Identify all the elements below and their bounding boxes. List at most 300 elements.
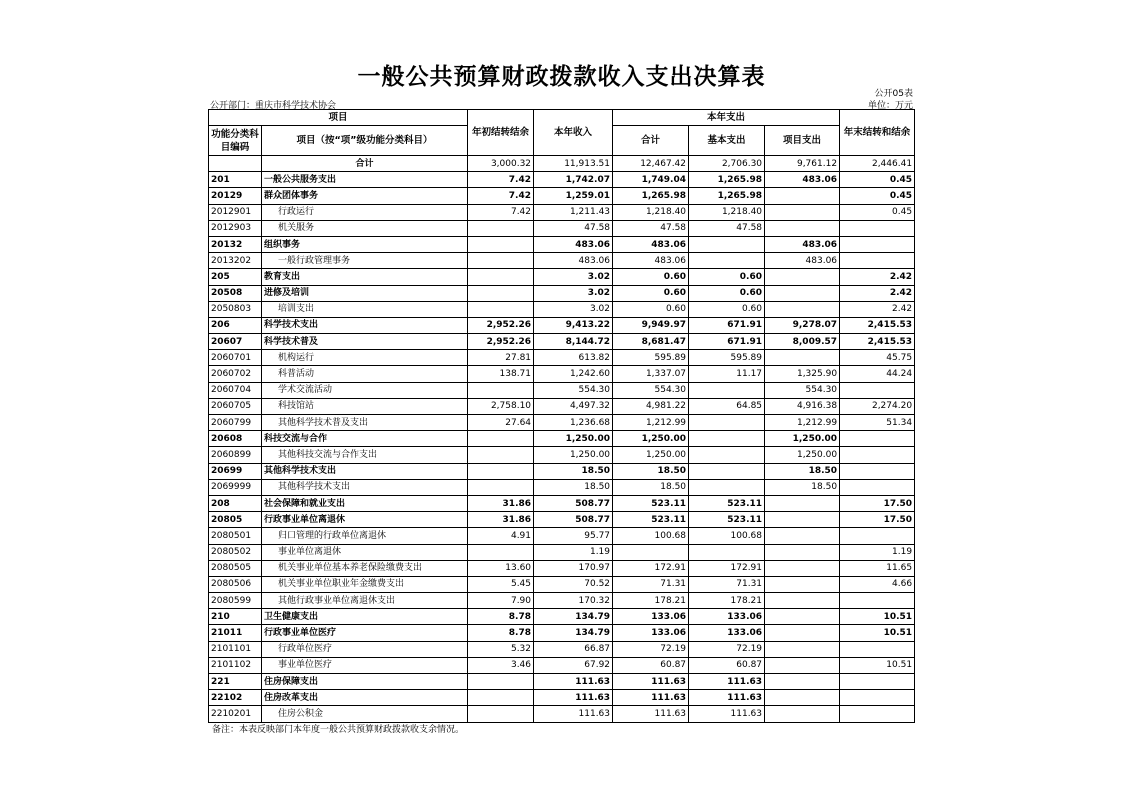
name-text: 事业单位医疗 [278, 660, 333, 671]
total-cell: 18.50 [613, 479, 689, 495]
name-cell [262, 415, 468, 431]
name-text: 其他行政事业单位离退休支出 [278, 595, 396, 606]
total-cell [613, 544, 689, 560]
project-cell: 8,009.57 [765, 334, 840, 350]
name-cell [262, 301, 468, 317]
end-cell [840, 447, 915, 463]
header-name: 项目（按“项”级功能分类科目） [262, 126, 468, 156]
end-cell: 2,274.20 [840, 398, 915, 414]
income-cell: 3.02 [534, 269, 613, 285]
code-cell: 20508 [209, 285, 262, 301]
table-row [209, 366, 915, 382]
end-cell [840, 641, 915, 657]
total-cell: 0.60 [613, 269, 689, 285]
report-title: 一般公共预算财政拨款收入支出决算表 [357, 63, 766, 90]
begin-cell: 2,758.10 [468, 398, 534, 414]
name-text: 学术交流活动 [278, 385, 333, 396]
name-cell [262, 382, 468, 398]
income-cell: 508.77 [534, 495, 613, 511]
total-cell: 1,212.99 [613, 415, 689, 431]
project-cell [765, 576, 840, 592]
income-cell: 111.63 [534, 706, 613, 722]
begin-cell: 138.71 [468, 366, 534, 382]
budget-table [208, 109, 915, 723]
name-cell: 住房改革支出 [262, 690, 468, 706]
header-income: 本年收入 [534, 110, 613, 156]
code-cell: 20805 [209, 512, 262, 528]
income-cell: 95.77 [534, 528, 613, 544]
income-cell: 170.97 [534, 560, 613, 576]
table-row [209, 204, 915, 220]
table-row [209, 657, 915, 673]
income-cell: 613.82 [534, 350, 613, 366]
total-cell: 111.63 [613, 706, 689, 722]
basic-cell [689, 253, 765, 269]
end-cell: 10.51 [840, 609, 915, 625]
basic-cell: 133.06 [689, 625, 765, 641]
income-cell: 134.79 [534, 625, 613, 641]
income-cell: 1,250.00 [534, 447, 613, 463]
begin-cell [468, 253, 534, 269]
table-row [209, 528, 915, 544]
project-cell [765, 593, 840, 609]
table-row [209, 398, 915, 414]
name-text: 机关事业单位基本养老保险缴费支出 [278, 563, 423, 574]
name-text: 归口管理的行政单位离退休 [278, 530, 387, 541]
code-cell: 20129 [209, 188, 262, 204]
project-cell [765, 285, 840, 301]
total-cell: 1,250.00 [613, 447, 689, 463]
name-cell: 行政事业单位离退休 [262, 512, 468, 528]
basic-cell: 523.11 [689, 512, 765, 528]
name-cell: 卫生健康支出 [262, 609, 468, 625]
table-row [209, 625, 915, 641]
name-text: 机关事业单位职业年金缴费支出 [278, 579, 405, 590]
total-cell: 4,981.22 [613, 398, 689, 414]
end-cell [840, 674, 915, 690]
total-cell: 1,250.00 [613, 431, 689, 447]
name-cell [262, 576, 468, 592]
table-row [209, 641, 915, 657]
begin-cell: 7.90 [468, 593, 534, 609]
header-begin: 年初结转结余 [468, 110, 534, 156]
basic-cell: 0.60 [689, 269, 765, 285]
total-cell: 1,749.04 [613, 172, 689, 188]
code-cell: 2060705 [209, 398, 262, 414]
end-cell [840, 236, 915, 252]
table-row [209, 560, 915, 576]
name-cell: 社会保障和就业支出 [262, 495, 468, 511]
project-cell [765, 220, 840, 236]
basic-cell: 178.21 [689, 593, 765, 609]
total-cell: 1,265.98 [613, 188, 689, 204]
name-cell: 其他科学技术支出 [262, 463, 468, 479]
name-cell: 住房保障支出 [262, 674, 468, 690]
footnote: 备注：本表反映部门本年度一般公共预算财政拨款收支余情况。 [212, 725, 465, 735]
basic-cell: 64.85 [689, 398, 765, 414]
project-cell: 1,250.00 [765, 431, 840, 447]
end-cell: 2,415.53 [840, 334, 915, 350]
begin-cell: 7.42 [468, 188, 534, 204]
code-cell: 221 [209, 674, 262, 690]
name-text: 机构运行 [278, 352, 315, 363]
end-cell: 11.65 [840, 560, 915, 576]
total-cell: 1,337.07 [613, 366, 689, 382]
end-cell [840, 431, 915, 447]
end-cell [840, 690, 915, 706]
project-cell: 554.30 [765, 382, 840, 398]
begin-cell [468, 544, 534, 560]
code-cell: 2012903 [209, 220, 262, 236]
basic-cell [689, 382, 765, 398]
code-cell: 21011 [209, 625, 262, 641]
begin-cell [468, 463, 534, 479]
end-cell: 44.24 [840, 366, 915, 382]
unit-label: 单位：万元 [867, 101, 913, 111]
end-cell: 45.75 [840, 350, 915, 366]
name-cell: 一般公共服务支出 [262, 172, 468, 188]
project-cell: 1,250.00 [765, 447, 840, 463]
header-project: 项目支出 [765, 126, 840, 156]
basic-cell: 111.63 [689, 706, 765, 722]
table-row [209, 253, 915, 269]
name-cell: 科学技术支出 [262, 317, 468, 333]
name-cell [262, 706, 468, 722]
basic-cell: 100.68 [689, 528, 765, 544]
end-cell: 51.34 [840, 415, 915, 431]
total-cell: 71.31 [613, 576, 689, 592]
basic-cell [689, 415, 765, 431]
project-cell [765, 560, 840, 576]
table-row [209, 674, 915, 690]
begin-cell [468, 269, 534, 285]
income-cell: 1,242.60 [534, 366, 613, 382]
table-row [209, 447, 915, 463]
begin-cell: 27.64 [468, 415, 534, 431]
project-cell: 18.50 [765, 463, 840, 479]
name-cell [262, 350, 468, 366]
name-cell [262, 204, 468, 220]
code-cell: 2101101 [209, 641, 262, 657]
name-cell: 群众团体事务 [262, 188, 468, 204]
total-cell: 133.06 [613, 609, 689, 625]
table-row [209, 512, 915, 528]
begin-cell: 5.45 [468, 576, 534, 592]
name-cell [262, 253, 468, 269]
code-cell: 20132 [209, 236, 262, 252]
name-cell: 合计 [262, 156, 468, 172]
name-cell [262, 593, 468, 609]
income-cell: 3.02 [534, 285, 613, 301]
income-cell: 483.06 [534, 236, 613, 252]
income-cell: 1,250.00 [534, 431, 613, 447]
header-basic: 基本支出 [689, 126, 765, 156]
table-number: 公开05表 [874, 89, 913, 99]
total-cell: 12,467.42 [613, 156, 689, 172]
basic-cell: 671.91 [689, 317, 765, 333]
total-cell: 111.63 [613, 674, 689, 690]
project-cell [765, 204, 840, 220]
income-cell: 111.63 [534, 690, 613, 706]
code-cell: 206 [209, 317, 262, 333]
total-cell: 8,681.47 [613, 334, 689, 350]
begin-cell [468, 220, 534, 236]
basic-cell: 0.60 [689, 285, 765, 301]
project-cell: 18.50 [765, 479, 840, 495]
begin-cell [468, 431, 534, 447]
end-cell: 10.51 [840, 657, 915, 673]
begin-cell: 5.32 [468, 641, 534, 657]
income-cell: 4,497.32 [534, 398, 613, 414]
header-total: 合计 [613, 126, 689, 156]
begin-cell: 7.42 [468, 172, 534, 188]
end-cell [840, 593, 915, 609]
project-cell [765, 495, 840, 511]
project-cell: 483.06 [765, 172, 840, 188]
name-cell [262, 366, 468, 382]
income-cell: 1,211.43 [534, 204, 613, 220]
basic-cell: 111.63 [689, 690, 765, 706]
begin-cell: 27.81 [468, 350, 534, 366]
income-cell: 1,259.01 [534, 188, 613, 204]
basic-cell: 523.11 [689, 495, 765, 511]
name-text: 培训支出 [278, 304, 315, 315]
total-cell: 178.21 [613, 593, 689, 609]
table-row [209, 172, 915, 188]
begin-cell [468, 690, 534, 706]
code-cell: 2050803 [209, 301, 262, 317]
project-cell: 483.06 [765, 253, 840, 269]
table-row [209, 188, 915, 204]
end-cell: 1.19 [840, 544, 915, 560]
project-cell: 1,212.99 [765, 415, 840, 431]
table-header [209, 110, 915, 156]
table-row [209, 220, 915, 236]
code-cell: 2069999 [209, 479, 262, 495]
begin-cell [468, 382, 534, 398]
header-code: 功能分类科目编码 [209, 126, 262, 156]
total-cell: 483.06 [613, 253, 689, 269]
end-cell: 0.45 [840, 188, 915, 204]
header-end: 年末结转和结余 [840, 110, 915, 156]
end-cell [840, 220, 915, 236]
end-cell [840, 528, 915, 544]
code-cell: 20699 [209, 463, 262, 479]
table-row [209, 301, 915, 317]
name-text: 行政运行 [278, 207, 315, 218]
basic-cell [689, 431, 765, 447]
begin-cell [468, 706, 534, 722]
income-cell: 1,236.68 [534, 415, 613, 431]
total-cell: 595.89 [613, 350, 689, 366]
project-cell: 9,278.07 [765, 317, 840, 333]
code-cell: 2210201 [209, 706, 262, 722]
name-cell: 科技交流与合作 [262, 431, 468, 447]
project-cell: 483.06 [765, 236, 840, 252]
name-text: 科技馆站 [278, 401, 315, 412]
income-cell: 47.58 [534, 220, 613, 236]
total-cell: 0.60 [613, 285, 689, 301]
project-cell [765, 609, 840, 625]
begin-cell: 2,952.26 [468, 334, 534, 350]
name-text: 事业单位离退休 [278, 547, 342, 558]
begin-cell [468, 301, 534, 317]
income-cell: 67.92 [534, 657, 613, 673]
table-row [209, 382, 915, 398]
name-text: 其他科技交流与合作支出 [278, 449, 378, 460]
code-cell: 2080505 [209, 560, 262, 576]
name-cell: 组织事务 [262, 236, 468, 252]
project-cell [765, 512, 840, 528]
table-row [209, 576, 915, 592]
project-cell [765, 657, 840, 673]
income-cell: 9,413.22 [534, 317, 613, 333]
table-row [209, 236, 915, 252]
name-cell: 进修及培训 [262, 285, 468, 301]
end-cell: 2.42 [840, 301, 915, 317]
basic-cell [689, 447, 765, 463]
begin-cell: 3.46 [468, 657, 534, 673]
basic-cell: 47.58 [689, 220, 765, 236]
end-cell: 2.42 [840, 269, 915, 285]
begin-cell [468, 479, 534, 495]
total-cell: 1,218.40 [613, 204, 689, 220]
income-cell: 18.50 [534, 463, 613, 479]
begin-cell: 3,000.32 [468, 156, 534, 172]
total-cell: 9,949.97 [613, 317, 689, 333]
name-cell [262, 398, 468, 414]
end-cell: 4.66 [840, 576, 915, 592]
end-cell [840, 463, 915, 479]
basic-cell: 133.06 [689, 609, 765, 625]
basic-cell: 671.91 [689, 334, 765, 350]
name-cell [262, 220, 468, 236]
table-row [209, 544, 915, 560]
table-row [209, 350, 915, 366]
end-cell: 2.42 [840, 285, 915, 301]
code-cell: 2012901 [209, 204, 262, 220]
end-cell [840, 253, 915, 269]
total-cell: 72.19 [613, 641, 689, 657]
table-row [209, 495, 915, 511]
total-row [209, 156, 915, 172]
name-text: 其他科学技术支出 [278, 482, 351, 493]
basic-cell: 11.17 [689, 366, 765, 382]
name-text: 住房公积金 [278, 708, 324, 719]
basic-cell: 1,265.98 [689, 172, 765, 188]
income-cell: 11,913.51 [534, 156, 613, 172]
project-cell [765, 269, 840, 285]
basic-cell: 1,218.40 [689, 204, 765, 220]
basic-cell: 60.87 [689, 657, 765, 673]
header-item: 项目 [209, 110, 468, 126]
end-cell: 0.45 [840, 172, 915, 188]
end-cell: 17.50 [840, 495, 915, 511]
end-cell: 10.51 [840, 625, 915, 641]
income-cell: 3.02 [534, 301, 613, 317]
total-cell: 111.63 [613, 690, 689, 706]
name-cell [262, 641, 468, 657]
name-cell [262, 528, 468, 544]
total-cell: 60.87 [613, 657, 689, 673]
code-cell: 2080506 [209, 576, 262, 592]
begin-cell [468, 236, 534, 252]
basic-cell: 71.31 [689, 576, 765, 592]
code-cell: 2060899 [209, 447, 262, 463]
end-cell [840, 382, 915, 398]
total-cell: 133.06 [613, 625, 689, 641]
name-cell: 科学技术普及 [262, 334, 468, 350]
basic-cell [689, 236, 765, 252]
name-cell [262, 560, 468, 576]
income-cell: 70.52 [534, 576, 613, 592]
begin-cell: 8.78 [468, 625, 534, 641]
project-cell [765, 625, 840, 641]
project-cell [765, 706, 840, 722]
income-cell: 134.79 [534, 609, 613, 625]
name-cell: 教育支出 [262, 269, 468, 285]
name-cell [262, 447, 468, 463]
project-cell [765, 188, 840, 204]
project-cell [765, 674, 840, 690]
basic-cell: 595.89 [689, 350, 765, 366]
begin-cell [468, 447, 534, 463]
table-row [209, 463, 915, 479]
total-cell: 483.06 [613, 236, 689, 252]
name-text: 科普活动 [278, 369, 315, 380]
project-cell [765, 350, 840, 366]
income-cell: 554.30 [534, 382, 613, 398]
income-cell: 508.77 [534, 512, 613, 528]
name-text: 其他科学技术普及支出 [278, 417, 369, 428]
table-row [209, 317, 915, 333]
basic-cell: 2,706.30 [689, 156, 765, 172]
total-cell: 172.91 [613, 560, 689, 576]
table-row [209, 690, 915, 706]
code-cell: 2101102 [209, 657, 262, 673]
department-label: 公开部门：重庆市科学技术协会 [210, 101, 337, 111]
table-row [209, 609, 915, 625]
total-cell: 523.11 [613, 495, 689, 511]
table-body [209, 156, 915, 723]
code-cell: 205 [209, 269, 262, 285]
table-row [209, 415, 915, 431]
total-cell: 47.58 [613, 220, 689, 236]
header-expense: 本年支出 [613, 110, 840, 126]
project-cell [765, 690, 840, 706]
project-cell: 4,916.38 [765, 398, 840, 414]
total-cell: 523.11 [613, 512, 689, 528]
code-cell: 2080599 [209, 593, 262, 609]
project-cell: 1,325.90 [765, 366, 840, 382]
basic-cell: 1,265.98 [689, 188, 765, 204]
code-cell: 20608 [209, 431, 262, 447]
table-row [209, 334, 915, 350]
code-cell: 201 [209, 172, 262, 188]
begin-cell: 2,952.26 [468, 317, 534, 333]
project-cell: 9,761.12 [765, 156, 840, 172]
basic-cell: 72.19 [689, 641, 765, 657]
table-row [209, 269, 915, 285]
code-cell: 2013202 [209, 253, 262, 269]
project-cell [765, 301, 840, 317]
end-cell: 2,446.41 [840, 156, 915, 172]
income-cell: 1,742.07 [534, 172, 613, 188]
project-cell [765, 528, 840, 544]
end-cell [840, 706, 915, 722]
basic-cell: 0.60 [689, 301, 765, 317]
name-cell [262, 479, 468, 495]
